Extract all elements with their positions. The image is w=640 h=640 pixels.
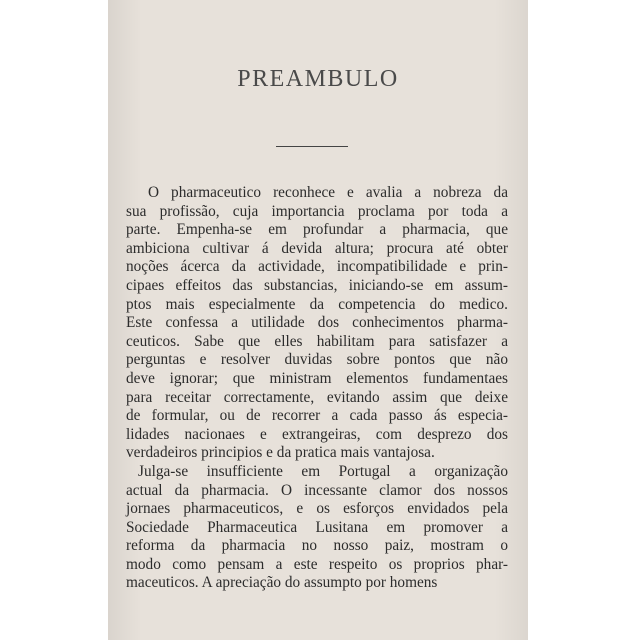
- text-line: jornaes pharmaceuticos, e os esforços envidados pela: [126, 500, 508, 518]
- text-line: reforma da pharmacia no nosso paiz, mostram o: [126, 537, 508, 555]
- text-line: Este confessa a utilidade dos conhecimentos pharma-: [126, 314, 508, 332]
- text-line: verdadeiros principios e da pratica mais vantajosa.: [126, 444, 435, 462]
- text-line: ambiciona cultivar á devida altura; procura até obter: [126, 239, 508, 257]
- text-line: actual da pharmacia. O incessante clamor dos nossos: [126, 481, 508, 499]
- title-rule: [276, 146, 348, 147]
- text-line: cipaes effeitos das substancias, iniciando-se em assum-: [126, 276, 508, 294]
- text-line: perguntas e resolver duvidas sobre pontos que não: [126, 351, 508, 369]
- text-line: modo como pensam a este respeito os proprios phar-: [126, 555, 508, 573]
- text-line: de formular, ou de recorrer a cada passo ás especia-: [126, 407, 508, 425]
- text-line: ptos mais especialmente da competencia do medico.: [126, 295, 508, 313]
- text-line: ceuticos. Sabe que elles habilitam para satisfazer a: [126, 332, 508, 350]
- text-line: deve ignorar; que ministram elementos fundamentaes: [126, 369, 508, 387]
- text-line: O pharmaceutico reconhece e avalia a nobreza da: [148, 184, 508, 201]
- text-line: lidades nacionaes e extrangeiras, com desprezo dos: [126, 425, 508, 443]
- text-line: maceuticos. A apreciação do assumpto por homens: [126, 574, 438, 592]
- text-line: Sociedade Pharmaceutica Lusitana em promover a: [126, 518, 508, 536]
- text-line: Julga-se insufficiente em Portugal a organização: [138, 462, 508, 480]
- book-page: [108, 0, 528, 640]
- page-title: PREAMBULO: [237, 66, 399, 92]
- text-line: parte. Empenha-se em profundar a pharmacia, que: [126, 221, 508, 239]
- body-text: [126, 184, 508, 593]
- text-line: sua profissão, cuja importancia proclama por toda a: [126, 202, 508, 220]
- text-line: para receitar correctamente, evitando assim que deixe: [126, 388, 508, 406]
- text-line: noções ácerca da actividade, incompatibilidade e prin-: [126, 258, 508, 276]
